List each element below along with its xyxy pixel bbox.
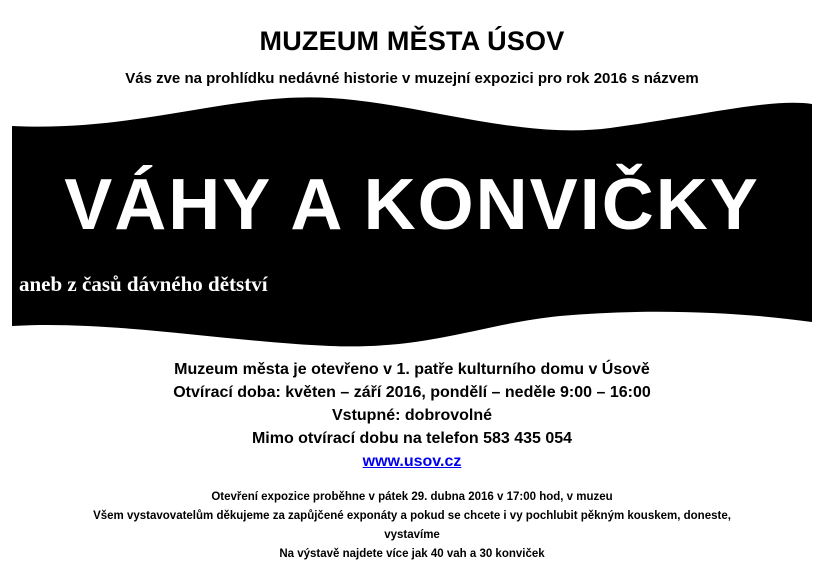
opening-note: Otevření expozice proběhne v pátek 29. dubna 2016 v 17:00 hod, v muzeu <box>211 491 613 503</box>
invitation-text: Vás zve na prohlídku nedávné historie v muzejní expozici pro rok 2016 s názvem <box>125 70 699 87</box>
location-text: Muzeum města je otevřeno v 1. patře kulturního domu v Úsově <box>174 361 650 378</box>
thanks-note-line2: vystavíme <box>384 529 440 541</box>
opening-hours-text: Otvírací doba: květen – září 2016, pondělí – neděle 9:00 – 16:00 <box>173 384 651 401</box>
exhibit-count-note: Na výstavě najdete více jak 40 vah a 30 konviček <box>279 548 545 560</box>
info-block <box>0 358 824 473</box>
notes-block <box>0 488 824 564</box>
website-link[interactable]: www.usov.cz <box>362 453 462 470</box>
exhibition-subtitle: aneb z časů dávného dětství <box>19 272 268 296</box>
thanks-note-line1: Všem vystavovatelům děkujeme za zapůjčené exponáty a pokud se chcete i vy pochlubit pěkným kouskem, doneste, <box>93 510 731 522</box>
exhibition-title: VÁHY A KONVIČKY <box>64 165 760 245</box>
page-title: MUZEUM MĚSTA ÚSOV <box>259 26 565 56</box>
phone-text: Mimo otvírací dobu na telefon 583 435 054 <box>251 430 573 447</box>
admission-text: Vstupné: dobrovolné <box>332 407 492 424</box>
